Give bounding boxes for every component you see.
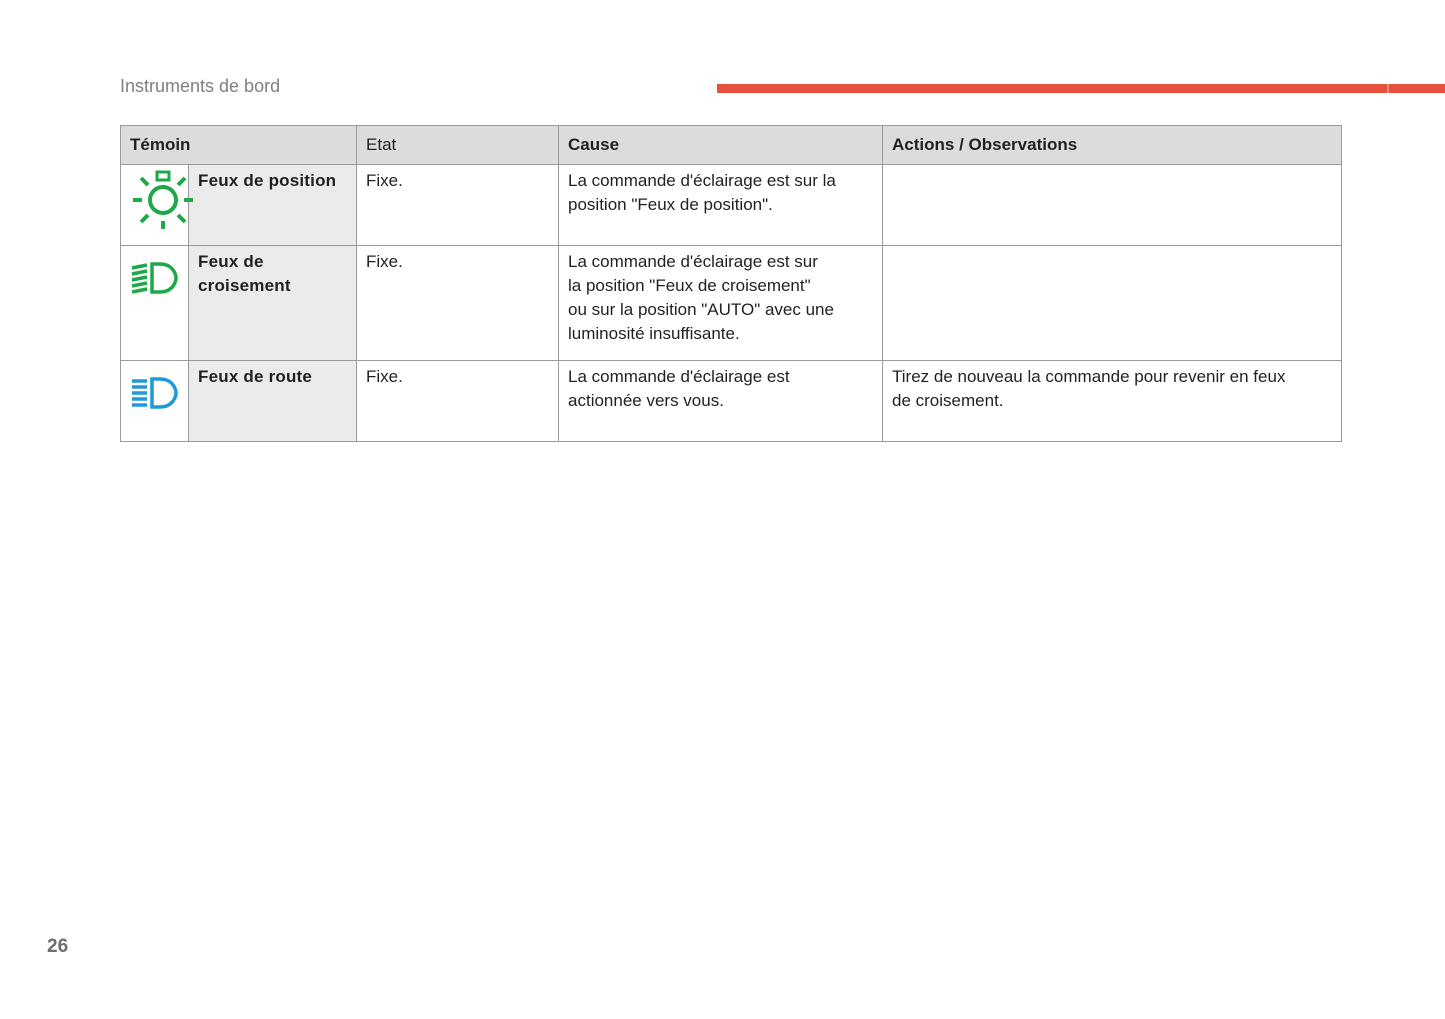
- icon-cell: [121, 246, 189, 361]
- cause-cell: [559, 246, 883, 361]
- dipped-beam-icon-svg: [130, 258, 180, 298]
- actions-cell: [883, 246, 1342, 361]
- column-header-temoin: Témoin: [121, 126, 357, 165]
- actions-cell: [883, 165, 1342, 246]
- light-name-line: croisement: [198, 276, 291, 295]
- column-header-cause: Cause: [559, 126, 883, 165]
- etat-cell: Fixe.: [357, 165, 559, 246]
- light-name-line: Feux de: [198, 252, 264, 271]
- light-name: Feux de position: [189, 165, 357, 246]
- accent-bar-tick: [1387, 84, 1389, 93]
- dipped-beam-icon: [130, 283, 180, 302]
- cause-line: La commande d'éclairage est sur: [568, 252, 818, 271]
- warning-lights-table: [120, 125, 1342, 442]
- cause-line: ou sur la position "AUTO" avec une: [568, 300, 834, 319]
- main-beam-icon: [130, 398, 180, 417]
- section-title: Instruments de bord: [120, 76, 281, 96]
- table-header-row: [121, 126, 1342, 165]
- actions-line: Tirez de nouveau la commande pour revenir en feux: [892, 367, 1286, 386]
- icon-cell: [121, 361, 189, 442]
- cause-line: actionnée vers vous.: [568, 391, 724, 410]
- header-accent-bar: [717, 84, 1445, 93]
- light-name: Feux de route: [189, 361, 357, 442]
- position-lights-icon: [130, 216, 196, 235]
- icon-cell: [121, 165, 189, 246]
- table-row: [121, 246, 1342, 361]
- page-number: 26: [47, 936, 69, 957]
- actions-cell: [883, 361, 1342, 442]
- cause-line: la position "Feux de croisement": [568, 276, 811, 295]
- actions-line: de croisement.: [892, 391, 1004, 410]
- cause-cell: [559, 165, 883, 246]
- cause-line: luminosité insuffisante.: [568, 324, 740, 343]
- cause-line: position "Feux de position".: [568, 195, 773, 214]
- etat-cell: Fixe.: [357, 246, 559, 361]
- table-row: [121, 165, 1342, 246]
- cause-cell: [559, 361, 883, 442]
- column-header-etat: Etat: [357, 126, 559, 165]
- table-row: [121, 361, 1342, 442]
- main-beam-icon-svg: [130, 373, 180, 413]
- cause-line: La commande d'éclairage est sur la: [568, 171, 836, 190]
- cause-line: La commande d'éclairage est: [568, 367, 790, 386]
- light-name: [189, 246, 357, 361]
- column-header-actions: Actions / Observations: [883, 126, 1342, 165]
- position-lights-icon-svg: [130, 169, 196, 231]
- etat-cell: Fixe.: [357, 361, 559, 442]
